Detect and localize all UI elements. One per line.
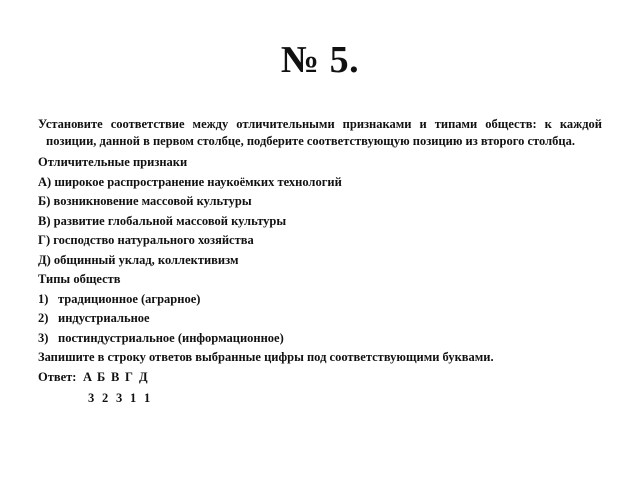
type-number: 2) (38, 311, 49, 325)
feature-item-d: Д) общинный уклад, коллективизм (38, 252, 239, 267)
feature-item-v: В) развитие глобальной массовой культуры (38, 213, 287, 228)
features-heading: Отличительные признаки (38, 155, 188, 169)
answer-digit: 1 (130, 390, 137, 405)
answer-label: Ответ: (38, 369, 77, 384)
answer-digits-row (38, 390, 602, 407)
feature-item-b: Б) возникновение массовой культуры (38, 194, 252, 208)
answer-letter: А (83, 369, 93, 384)
answer-letters-row (38, 369, 602, 386)
answer-digit: 2 (102, 390, 109, 405)
types-heading: Типы обществ (38, 272, 121, 286)
type-text: традиционное (аграрное) (58, 291, 201, 306)
type-item-3 (38, 330, 602, 347)
feature-item-a: А) широкое распространение наукоёмких технологий (38, 174, 342, 189)
type-text: постиндустриальное (информационное) (58, 330, 284, 345)
answer-letter: В (111, 369, 120, 384)
answer-letter: Б (97, 369, 106, 384)
type-item-2 (38, 310, 602, 327)
type-item-1 (38, 291, 602, 308)
answer-digit: 3 (88, 390, 95, 405)
answer-digit: 3 (116, 390, 123, 405)
task-number-title: № 5. (280, 39, 360, 81)
instruction-text: Запишите в строку ответов выбранные цифры под соответствующими буквами. (38, 350, 494, 364)
feature-item-g: Г) господство натурального хозяйства (38, 233, 254, 247)
task-body (38, 116, 602, 407)
type-text: индустриальное (58, 311, 150, 325)
task-text: Установите соответствие между отличительными признаками и типами обществ: к каждой позиции, данной в первом столбце, подберите соответствующую позицию из второго столбца. (38, 117, 602, 148)
answer-digit: 1 (144, 390, 151, 405)
answer-letter: Д (139, 369, 148, 384)
type-number: 3) (38, 330, 49, 345)
type-number: 1) (38, 291, 49, 306)
answer-letter: Г (125, 369, 133, 384)
